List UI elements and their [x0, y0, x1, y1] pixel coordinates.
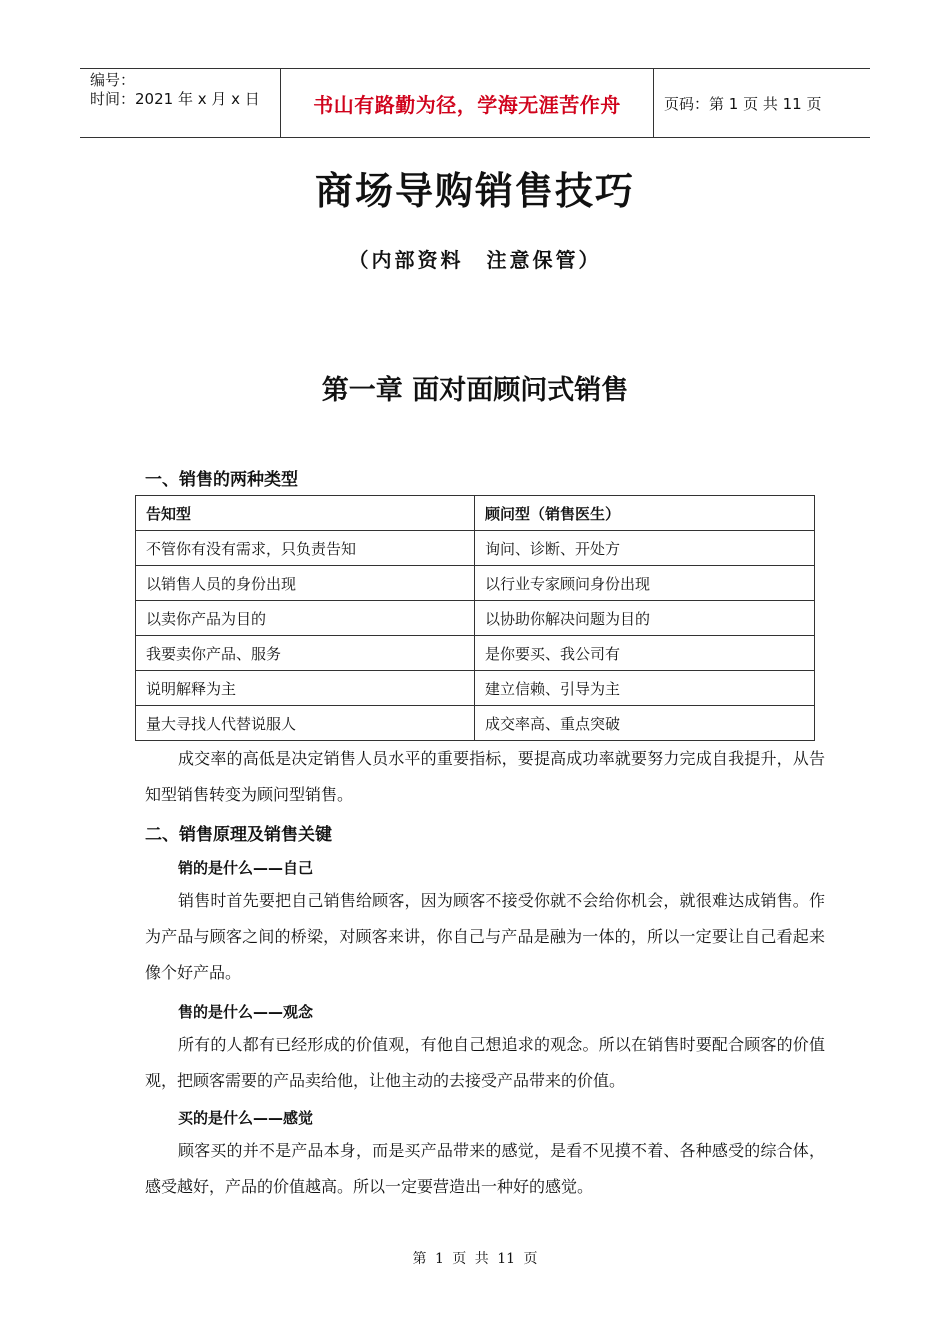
sub-heading: 售的是什么——观念 — [178, 1003, 314, 1021]
table-cell: 以销售人员的身份出现 — [136, 566, 475, 601]
table-row — [136, 671, 815, 706]
table-cell: 以协助你解决问题为目的 — [475, 601, 815, 636]
header-meta-cell — [80, 69, 281, 137]
sub-heading: 买的是什么——感觉 — [178, 1109, 314, 1127]
table-cell: 我要卖你产品、服务 — [136, 636, 475, 671]
table-cell: 以行业专家顾问身份出现 — [475, 566, 815, 601]
number-label: 编号： — [90, 71, 136, 89]
header-table — [80, 68, 870, 138]
paragraph: 所有的人都有已经形成的价值观，有他自己想追求的观念。所以在销售时要配合顾客的价值观，把顾客需要的产品卖给他，让他主动的去接受产品带来的价值。 — [145, 1035, 825, 1090]
table-row — [136, 566, 815, 601]
table-header-row — [136, 496, 815, 531]
table-header-cell: 告知型 — [136, 496, 475, 531]
document-title: 商场导购销售技巧 — [314, 169, 635, 213]
table-cell: 是你要买、我公司有 — [475, 636, 815, 671]
comparison-table — [135, 495, 815, 741]
table-row — [136, 636, 815, 671]
paragraph: 销售时首先要把自己销售给顾客，因为顾客不接受你就不会给你机会，就很难达成销售。作为产品与顾客之间的桥梁，对顾客来讲，你自己与产品是融为一体的，所以一定要让自己看起来像个好产品。 — [145, 891, 825, 982]
page-label: 页码：第 1 页 共 11 页 — [664, 94, 822, 113]
paragraph: 顾客买的并不是产品本身，而是买产品带来的感觉，是看不见摸不着、各种感受的综合体，感受越好，产品的价值越高。所以一定要营造出一种好的感觉。 — [145, 1141, 825, 1196]
table-cell: 询问、诊断、开处方 — [475, 531, 815, 566]
time-label: 时间：2021 年 x 月 x 日 — [90, 90, 260, 108]
paragraph: 成交率的高低是决定销售人员水平的重要指标，要提高成功率就要努力完成自我提升，从告知型销售转变为顾问型销售。 — [145, 749, 825, 804]
document-subtitle: （内部资料 注意保管） — [348, 248, 602, 272]
table-cell: 量大寻找人代替说服人 — [136, 706, 475, 741]
motto: 书山有路勤为径，学海无涯苦作舟 — [281, 69, 654, 137]
table-cell: 不管你有没有需求，只负责告知 — [136, 531, 475, 566]
table-cell: 建立信赖、引导为主 — [475, 671, 815, 706]
table-row — [136, 706, 815, 741]
table-row — [136, 531, 815, 566]
table-cell: 以卖你产品为目的 — [136, 601, 475, 636]
page-footer: 第 1 页 共 11 页 — [412, 1251, 538, 1267]
section-heading-1: 一、销售的两种类型 — [145, 470, 298, 490]
sub-heading: 销的是什么——自己 — [178, 859, 314, 877]
table-cell: 成交率高、重点突破 — [475, 706, 815, 741]
table-header-cell: 顾问型（销售医生） — [475, 496, 815, 531]
chapter-title: 第一章 面对面顾问式销售 — [321, 375, 629, 406]
table-cell: 说明解释为主 — [136, 671, 475, 706]
section-heading-2: 二、销售原理及销售关键 — [145, 825, 332, 845]
table-row — [136, 601, 815, 636]
